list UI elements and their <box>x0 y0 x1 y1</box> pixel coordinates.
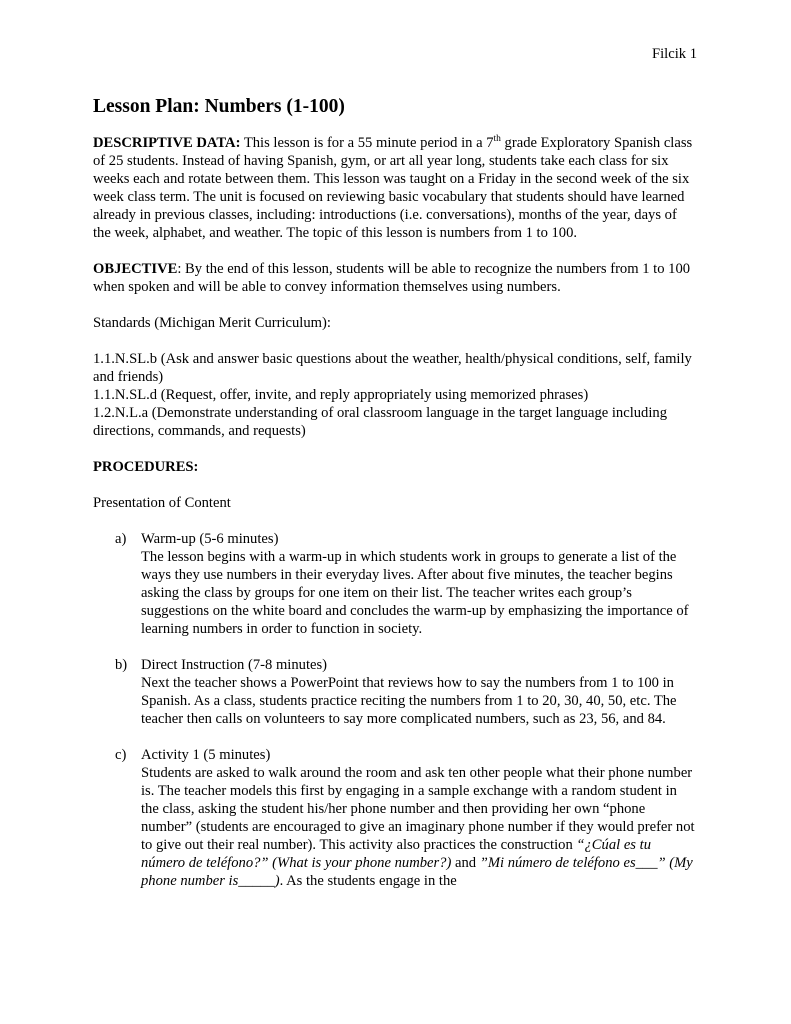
descriptive-data-paragraph <box>93 134 698 242</box>
descriptive-data-label: DESCRIPTIVE DATA: <box>93 135 241 151</box>
activity-italic-question: “¿Cúal es tu número de teléfono?” (What is your phone number?) <box>141 837 651 871</box>
list-marker: c) <box>115 747 127 763</box>
objective-paragraph <box>93 260 698 296</box>
procedure-text: Next the teacher shows a PowerPoint that reviews how to say the numbers from 1 to 100 in Spanish. As a class, students practice reciting the numbers from 1 to 20, 30, 40, 50, etc. The teacher then calls on volunteers to say more complicated numbers, such as 23, 56, and 84. <box>141 675 677 727</box>
standard-item: 1.2.N.L.a (Demonstrate understanding of oral classroom language in the target language including directions, commands, and requests) <box>93 405 667 439</box>
presentation-subheading: Presentation of Content <box>93 495 231 511</box>
procedure-text <box>141 764 698 890</box>
procedures-label <box>93 458 698 476</box>
activity-mid: and <box>451 855 480 871</box>
procedure-item-activity-1 <box>93 746 698 890</box>
standard-item: 1.1.N.SL.b (Ask and answer basic questions about the weather, health/physical conditions, self, family and friends) <box>93 351 692 385</box>
procedure-text: The lesson begins with a warm-up in which students work in groups to generate a list of the ways they use numbers in their everyday lives. After about five minutes, the teacher begins asking the class by groups for one item on their list. The teacher writes each group’s suggestions on the white board and concludes the warm-up by emphasizing the importance of learning numbers in order to function in society. <box>141 549 689 637</box>
list-marker: b) <box>115 657 128 673</box>
activity-tail: . As the students engage in the <box>279 873 457 889</box>
descriptive-text-part1: This lesson is for a 55 minute period in a 7 <box>240 135 494 151</box>
descriptive-sup: th <box>493 134 501 145</box>
descriptive-text-part2: grade Exploratory Spanish class of 25 students. Instead of having Spanish, gym, or art all year long, students take each class for six weeks each and rotate between them. This lesson was taught on a Friday in the second week of the six week class term. The unit is focused on reviewing basic vocabulary that students should have learned already in previous classes, including: introductions (i.e. conversations), months of the year, days of the week, alphabet, and weather. The topic of this lesson is numbers from 1 to 100. <box>93 135 693 241</box>
procedure-item-warmup <box>93 530 698 638</box>
page-header-label: Filcik 1 <box>652 46 697 62</box>
document-content <box>93 96 698 890</box>
procedure-title: Activity 1 (5 minutes) <box>141 747 271 763</box>
document-title: Lesson Plan: Numbers (1-100) <box>93 96 345 117</box>
activity-italic-answer: ”Mi número de teléfono es___” (My phone number is_____) <box>141 855 693 889</box>
standards-heading: Standards (Michigan Merit Curriculum): <box>93 315 331 331</box>
procedure-title: Warm-up (5-6 minutes) <box>141 531 279 547</box>
procedure-title: Direct Instruction (7-8 minutes) <box>141 657 328 673</box>
objective-text: : By the end of this lesson, students will be able to recognize the numbers from 1 to 100 when spoken and will be able to convey information themselves using numbers. <box>93 261 691 295</box>
objective-label: OBJECTIVE <box>93 261 178 277</box>
standard-item: 1.1.N.SL.d (Request, offer, invite, and reply appropriately using memorized phrases) <box>93 387 589 403</box>
list-marker: a) <box>115 531 127 547</box>
procedure-item-direct-instruction <box>93 656 698 728</box>
procedures-label-text: PROCEDURES: <box>93 459 199 475</box>
activity-text: Students are asked to walk around the room and ask ten other people what their phone number is. The teacher models this first by engaging in a sample exchange with a random student in the class, asking the student his/her phone number and then providing her own “phone number” (students are encouraged to give an imaginary phone number if they would prefer not to give out their real number). This activity also practices the construction <box>141 765 695 853</box>
